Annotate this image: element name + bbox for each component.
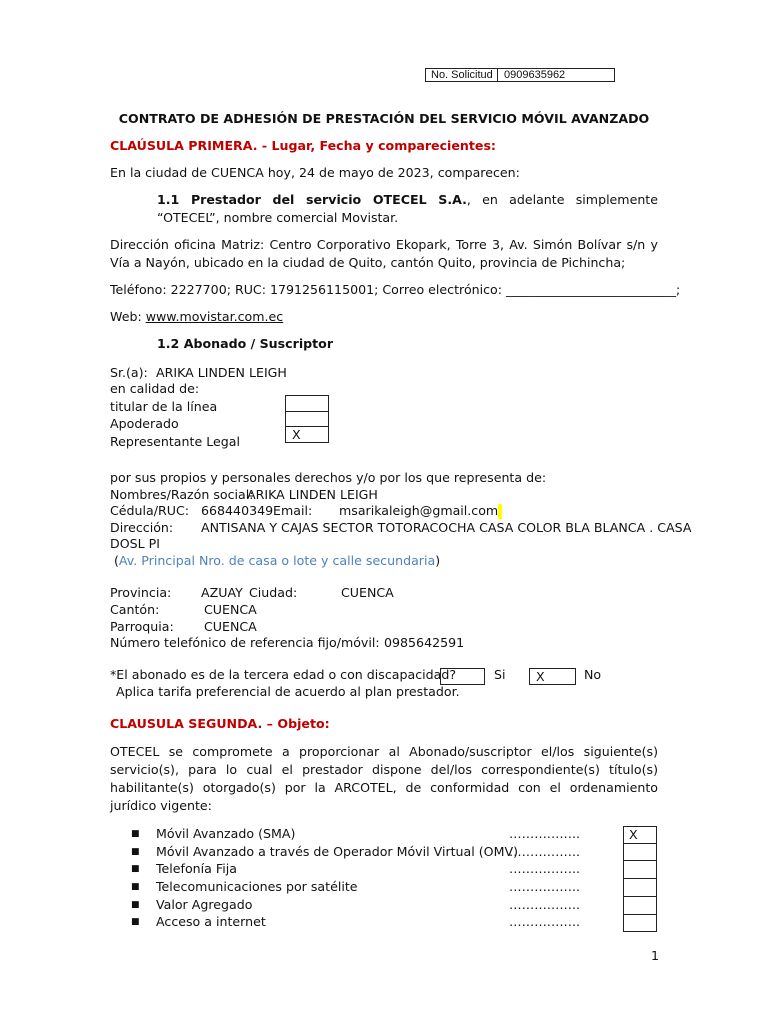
ciudad-value: CUENCA — [341, 585, 394, 600]
direccion-value-cont: DOSL PI — [110, 536, 160, 551]
telefono-ruc-line: Teléfono: 2227700; RUC: 1791256115001; Correo electrónico: ___________________________; — [110, 282, 681, 297]
sr-name: ARIKA LINDEN LEIGH — [156, 365, 287, 380]
solicitud-divider — [497, 69, 498, 82]
service-dots: …………….. — [509, 861, 580, 876]
document-title: CONTRATO DE ADHESIÓN DE PRESTACIÓN DEL SERVICIO MÓVIL AVANZADO — [118, 111, 650, 126]
prestador-paragraph — [157, 191, 658, 227]
service-checkbox[interactable] — [623, 878, 657, 897]
abonado-subheading: 1.2 Abonado / Suscriptor — [157, 336, 334, 351]
bullet-icon: ■ — [131, 900, 140, 910]
service-dots: …………….. — [509, 844, 580, 859]
service-label: Telefonía Fija — [156, 861, 237, 876]
parroquia-label: Parroquia: — [110, 619, 174, 634]
service-label: Móvil Avanzado a través de Operador Móvil Virtual (OMV) — [156, 844, 518, 859]
provincia-value: AZUAY — [201, 585, 243, 600]
si-label: Si — [494, 667, 506, 682]
no-label: No — [584, 667, 602, 682]
clausula-segunda-text: OTECEL se compromete a proporcionar al Abonado/suscriptor el/los siguiente(s) servicio(s), para lo cual el prestador dispone del/los correspondiente(s) título(s) habilitante(s) otorgado(s) por la ARCOTEL, de conformidad con el ordenamiento jurídico vigente: — [110, 744, 658, 813]
service-dots: …………….. — [509, 897, 580, 912]
service-checkbox[interactable] — [623, 914, 657, 932]
solicitud-number: 0909635962 — [504, 69, 566, 81]
ciudad-label: Ciudad: — [249, 585, 298, 600]
service-label: Telecomunicaciones por satélite — [156, 879, 358, 894]
email-label: Email: — [273, 503, 313, 518]
derechos-line: por sus propios y personales derechos y/o por los que representa de: — [110, 470, 547, 485]
apoderado-checkbox[interactable] — [285, 411, 329, 427]
hint-open-paren: ( — [114, 553, 119, 568]
direccion-value: ANTISANA Y CAJAS SECTOR TOTORACOCHA CASA COLOR BLA BLANCA . CASA — [201, 520, 692, 535]
service-checkbox[interactable] — [623, 860, 657, 879]
nombres-label: Nombres/Razón social: — [110, 487, 254, 502]
web-label: Web: — [110, 309, 146, 324]
email-value-wrap — [339, 503, 502, 519]
hint-close-paren: ) — [435, 553, 441, 568]
service-checkbox[interactable]: X — [623, 826, 657, 844]
service-dots: …………….. — [509, 914, 580, 929]
direccion-hint-line — [114, 553, 440, 569]
canton-value: CUENCA — [204, 602, 257, 617]
sr-label: Sr.(a): — [110, 365, 148, 380]
provincia-label: Provincia: — [110, 585, 172, 600]
prestador-description: , en adelante simplemente “OTECEL”, nombre comercial Movistar. — [157, 192, 658, 225]
web-link[interactable]: www.movistar.com.ec — [145, 309, 284, 324]
service-checkbox[interactable] — [623, 843, 657, 861]
representante-checkbox[interactable]: X — [285, 426, 329, 443]
direccion-matriz-paragraph: Dirección oficina Matriz: Centro Corporativo Ekopark, Torre 3, Av. Simón Bolívar s/n y Vía a Nayón, ubicado en la ciudad de Quito, cantón Quito, provincia de Pichincha; — [110, 237, 658, 270]
clausula-segunda-heading: CLAUSULA SEGUNDA. – Objeto: — [110, 716, 330, 731]
highlight-mark — [498, 504, 502, 519]
tercera-edad-si-checkbox[interactable] — [440, 668, 485, 685]
option-apoderado-label: Apoderado — [110, 416, 179, 431]
solicitud-box — [425, 68, 615, 82]
page-number: 1 — [651, 948, 660, 963]
solicitud-label: No. Solicitud — [431, 69, 493, 81]
bullet-icon: ■ — [131, 829, 140, 839]
email-value: msarikaleigh@gmail.com — [339, 503, 499, 518]
web-line — [110, 309, 283, 325]
direccion-hint: Av. Principal Nro. de casa o lote y calle secundaria — [118, 553, 436, 568]
service-label: Acceso a internet — [156, 914, 266, 929]
direccion-label: Dirección: — [110, 520, 174, 535]
bullet-icon: ■ — [131, 917, 140, 927]
tercera-edad-question: *El abonado es de la tercera edad o con discapacidad? — [110, 667, 457, 682]
service-dots: …………….. — [509, 826, 580, 841]
parroquia-value: CUENCA — [204, 619, 257, 634]
service-dots: …………….. — [509, 879, 580, 894]
prestador-title: 1.1 Prestador del servicio OTECEL S.A. — [157, 192, 467, 207]
tercera-edad-no-checkbox[interactable]: X — [529, 668, 576, 685]
telefono-referencia-value: 0985642591 — [384, 635, 465, 650]
canton-label: Cantón: — [110, 602, 160, 617]
service-label: Valor Agregado — [156, 897, 253, 912]
option-representante-label: Representante Legal — [110, 434, 240, 449]
cedula-value: 668440349 — [201, 503, 274, 518]
service-label: Móvil Avanzado (SMA) — [156, 826, 296, 841]
nombres-value: ARIKA LINDEN LEIGH — [247, 487, 378, 502]
clausula-primera-heading: CLAÚSULA PRIMERA. - Lugar, Fecha y comparecientes: — [110, 138, 496, 153]
clausula-primera-intro: En la ciudad de CUENCA hoy, 24 de mayo de 2023, comparecen: — [110, 165, 520, 180]
calidad-label: en calidad de: — [110, 381, 200, 396]
bullet-icon: ■ — [131, 847, 140, 857]
bullet-icon: ■ — [131, 882, 140, 892]
titular-checkbox[interactable] — [285, 395, 329, 412]
cedula-label: Cédula/RUC: — [110, 503, 189, 518]
option-titular-label: titular de la línea — [110, 399, 218, 414]
bullet-icon: ■ — [131, 864, 140, 874]
telefono-referencia-label: Número telefónico de referencia fijo/móvil: — [110, 635, 380, 650]
tarifa-preferencial-note: Aplica tarifa preferencial de acuerdo al plan prestador. — [116, 684, 460, 699]
service-checkbox[interactable] — [623, 896, 657, 915]
